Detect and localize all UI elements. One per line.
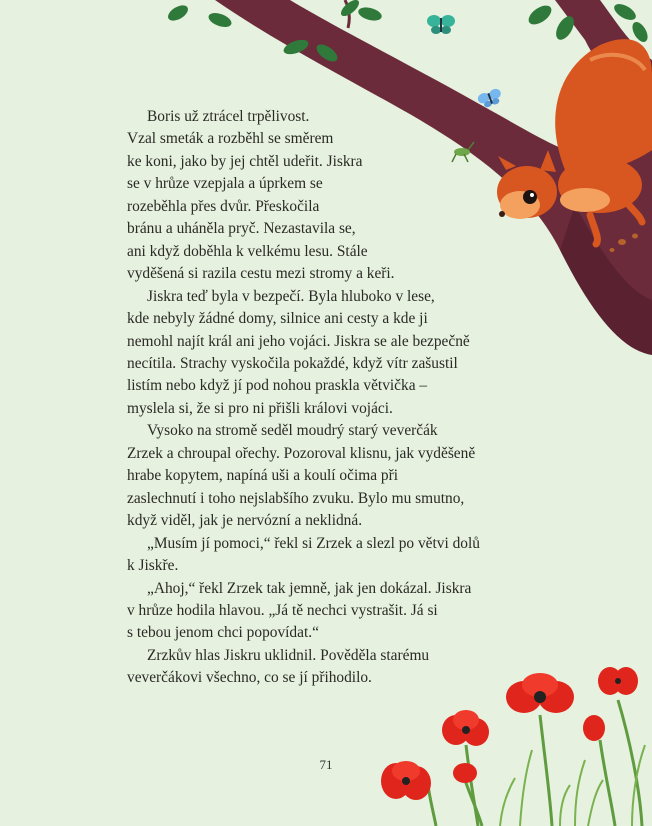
text-line: Zrzek a chroupal ořechy. Pozoroval klisnu, jak vyděšeně xyxy=(127,444,476,462)
text-line: hrabe kopytem, napíná uši a koulí očima při xyxy=(127,467,398,485)
text-line: s tebou jenom chci popovídat.“ xyxy=(127,624,319,642)
leaf xyxy=(357,5,383,23)
squirrel-tail xyxy=(555,39,652,171)
leaf xyxy=(612,1,639,23)
text-line: Vysoko na stromě seděl moudrý starý veverčák xyxy=(147,422,438,440)
nut xyxy=(610,248,615,252)
text-line: myslela si, že si pro ni přišli královi vojáci. xyxy=(127,399,393,417)
text-line: zaslechnutí i toho nejslabšího zvuku. Bylo mu smutno, xyxy=(127,489,465,507)
text-line: ke koni, jako by jej chtěl udeřit. Jiskra xyxy=(127,152,363,170)
text-line: se v hrůze vzepjala a úprkem se xyxy=(127,175,323,193)
nut xyxy=(632,234,638,239)
text-line: Zrzkův hlas Jiskru uklidnil. Pověděla starému xyxy=(147,646,430,664)
nut xyxy=(618,239,626,245)
poppy xyxy=(598,667,638,695)
text-line: rozeběhla přes dvůr. Přeskočila xyxy=(127,197,320,215)
text-line: Boris už ztrácel trpělivost. xyxy=(147,108,310,125)
text-line: vyděšená si razila cestu mezi stromy a keři. xyxy=(127,265,395,283)
text-line: kde nebyly žádné domy, silnice ani cesty a kde ji xyxy=(127,310,428,328)
text-line: k Jiskře. xyxy=(127,557,179,575)
text-line: veverčákovi všechno, co se jí přihodilo. xyxy=(127,669,372,687)
text-line: v hrůze hodila hlavou. „Já tě nechci vystrašit. Já si xyxy=(127,601,438,619)
leaf xyxy=(525,2,554,28)
page-number: 71 xyxy=(319,757,333,772)
text-line: listím nebo když jí pod nohou praskla větvička – xyxy=(127,377,428,395)
poppy-bud xyxy=(583,715,605,741)
text-line: nemohl najít král ani jeho vojáci. Jiskra se ale bezpečně xyxy=(127,332,470,350)
text-line: Jiskra teď byla v bezpečí. Byla hluboko v lese, xyxy=(147,287,435,305)
leaf xyxy=(207,10,234,29)
text-line: necítila. Strachy vyskočila pokaždé, když vítr zašustil xyxy=(127,354,458,372)
story-text xyxy=(127,106,547,690)
text-line: když viděl, jak je nervózní a neklidná. xyxy=(127,512,363,530)
text-line: „Musím jí pomoci,“ řekl si Zrzek a slezl po větvi dolů xyxy=(147,534,480,552)
text-line: bránu a uháněla pryč. Nezastavila se, xyxy=(127,220,356,238)
butterfly-green xyxy=(427,15,455,34)
text-line: Vzal smeták a rozběhl se směrem xyxy=(127,130,334,148)
text-line: „Ahoj,“ řekl Zrzek tak jemně, jak jen dokázal. Jiskra xyxy=(147,579,472,597)
poppy xyxy=(442,710,489,746)
leaf xyxy=(165,2,190,23)
text-line: ani když doběhla k velkému lesu. Stále xyxy=(127,242,368,260)
